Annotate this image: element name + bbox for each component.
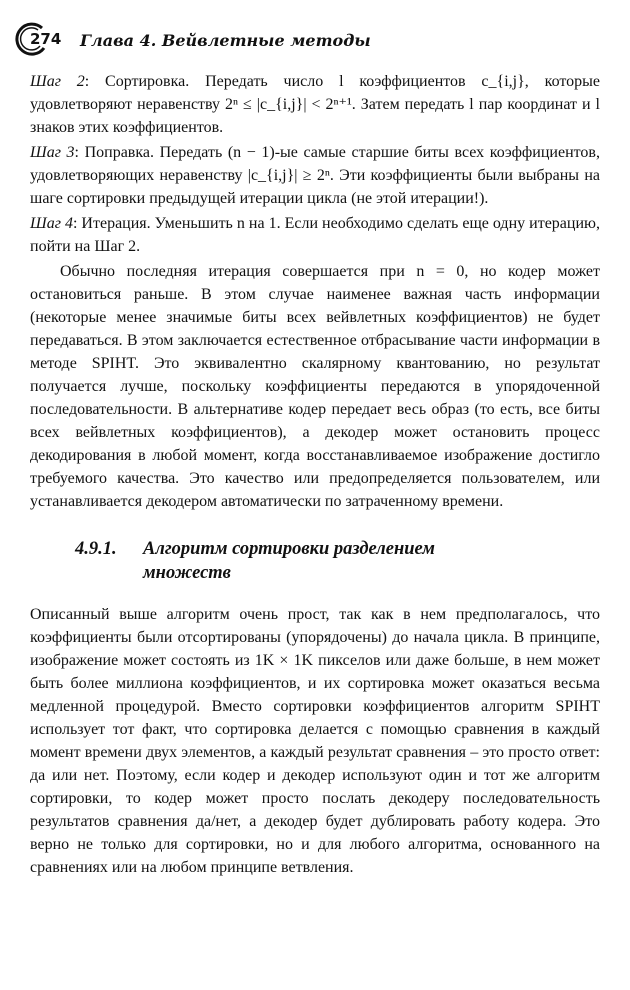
step-4	[30, 212, 600, 258]
paragraph-sorting: Описанный выше алгоритм очень прост, так как в нем предполагалось, что коэффициенты были отсортированы (упорядочены) до начала цикла. В принципе, изображение может состоять из 1K × 1K пикселов или даже больше, в нем может быть более миллиона коэффициентов, и их сортировка может оказаться весьма медленной процедурой. Вместо сортировки коэффициентов алгоритм SPIHT использует тот факт, что сортировка делается с помощью сравнения в каждый момент времени двух элементов, а каждый результат сравнения – это просто ответ: да или нет. Поэтому, если кодер и декодер используют один и тот же алгоритм сортировки, то кодер может просто послать декодеру последовательность результатов сравнения да/нет, а декодер будет дублировать работу кодера. Это верно не только для сортировки, но и для любого алгоритма, основанного на сравнениях или на любом принципе ветвления.	[30, 606, 600, 876]
page-number: 274	[30, 30, 62, 48]
page-header	[14, 18, 614, 58]
step-text: : Итерация. Уменьшить n на 1. Если необходимо сделать еще одну итерацию, пойти на Шаг 2.	[30, 215, 600, 255]
step-label: Шаг 2	[30, 73, 85, 90]
step-text: : Сортировка. Передать число l коэффициентов c_{i,j}, которые удовлетворяют неравенству 2ⁿ ≤ |c_{i,j}| < 2ⁿ⁺¹. Затем передать l пар координат и l знаков этих коэффициентов.	[30, 73, 600, 136]
running-head: Глава 4. Вейвлетные методы	[80, 31, 371, 50]
step-text: : Поправка. Передать (n − 1)-ые самые старшие биты всех коэффициентов, удовлетворяющих неравенству |c_{i,j}| ≥ 2ⁿ. Эти коэффициенты были выбраны на шаге сортировки предыдущей итерации цикла (не этой итерации!).	[30, 144, 600, 207]
step-label: Шаг 3	[30, 144, 75, 161]
page-body	[30, 70, 600, 879]
step-3	[30, 141, 600, 210]
section-title-line2: множеств	[143, 563, 231, 583]
step-2	[30, 70, 600, 139]
step-label: Шаг 4	[30, 215, 73, 232]
section-title-line1: Алгоритм сортировки разделением	[143, 539, 435, 559]
section-number: 4.9.1.	[75, 539, 117, 559]
section-heading	[75, 537, 600, 585]
paragraph-iteration: Обычно последняя итерация совершается при n = 0, но кодер может остановиться раньше. В этом случае наименее важная часть информации (некоторые менее значимые биты всех вейвлетных коэффициентов) не будет передаваться. В этом заключается естественное отбрасывание части информации в методе SPIHT. Это эквивалентно скалярному квантованию, но результат получается лучше, поскольку коэффициенты передаются в упорядоченной последовательности. В альтернативе кодер передает весь образ (то есть, все биты всех вейвлетных коэффициентов), а декодер может остановить процесс декодирования в любой момент, когда восстанавливаемое изображение достигло требуемого качества. Это качество или предопределяется пользователем, или устанавливается декодером автоматически по затраченному времени.	[30, 263, 600, 510]
